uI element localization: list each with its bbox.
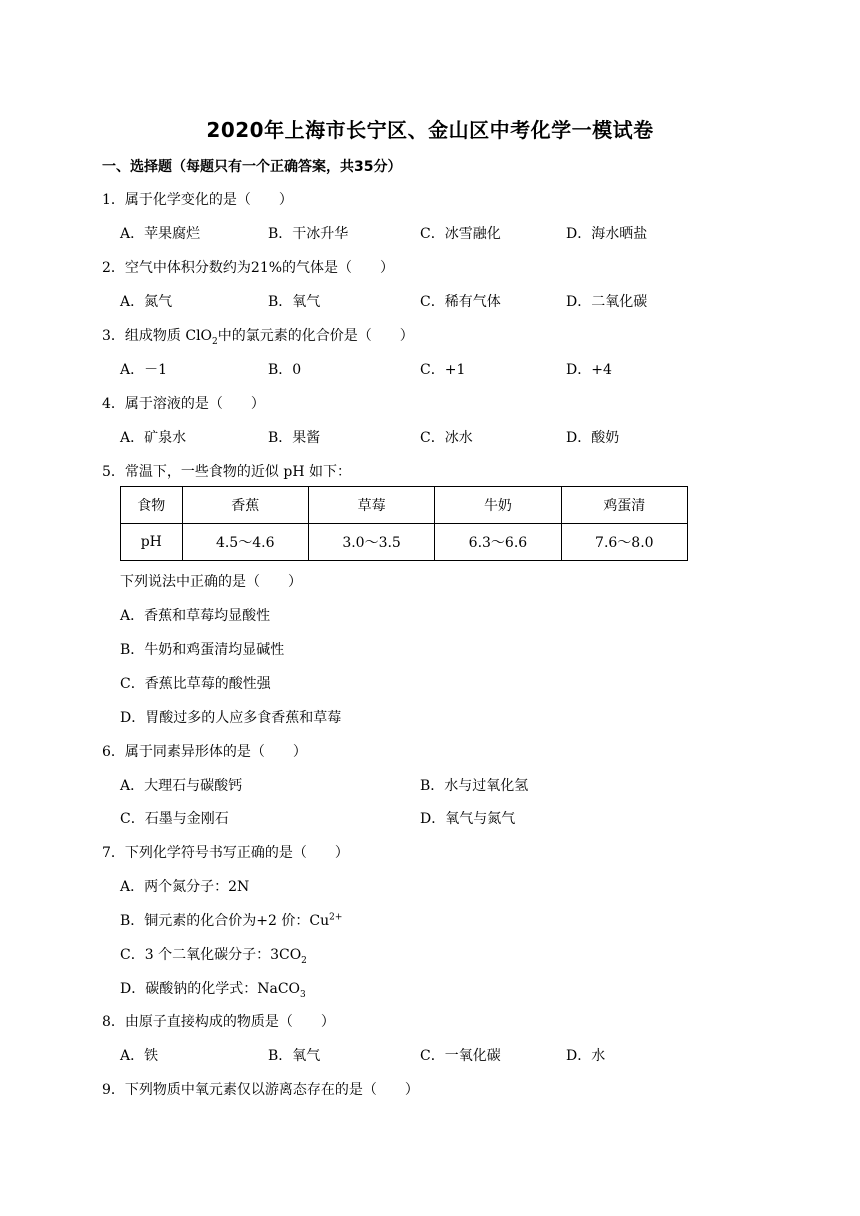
question-7-option-d-text: D．碳酸钠的化学式：NaCO xyxy=(120,981,301,997)
ph-table-cell: pH xyxy=(121,524,183,561)
question-8-option-b: B．氧气 xyxy=(268,1048,321,1064)
question-2-stem: 2．空气中体积分数约为21%的气体是（ ） xyxy=(102,260,395,276)
question-4-option-a: A．矿泉水 xyxy=(120,430,187,446)
question-3-option-b: B．0 xyxy=(268,362,302,378)
question-5-option-c: C．香蕉比草莓的酸性强 xyxy=(120,676,271,692)
ph-table-cell: 7.6～8.0 xyxy=(561,524,687,561)
question-3-option-a: A．－1 xyxy=(120,362,168,378)
question-7-option-c-subscript: 2 xyxy=(301,955,307,966)
question-9-stem: 9．下列物质中氧元素仅以游离态存在的是（ ） xyxy=(102,1082,419,1098)
question-1-option-d: D．海水晒盐 xyxy=(566,226,648,242)
question-1-option-a: A．苹果腐烂 xyxy=(120,226,201,242)
question-3-stem-suffix: 中的氯元素的化合价是（ ） xyxy=(217,328,414,344)
question-8-option-a: A．铁 xyxy=(120,1048,159,1064)
ph-table-header-cell: 草莓 xyxy=(308,487,434,524)
ph-table-cell: 6.3～6.6 xyxy=(435,524,561,561)
question-1-option-b: B．干冰升华 xyxy=(268,226,349,242)
question-2-option-a: A．氮气 xyxy=(120,294,173,310)
question-5-option-d: D．胃酸过多的人应多食香蕉和草莓 xyxy=(120,710,342,726)
question-3-option-d: D．+4 xyxy=(566,362,612,378)
question-3-stem-subscript: 2 xyxy=(212,336,218,347)
question-6-option-d: D．氧气与氮气 xyxy=(420,811,516,827)
question-8-stem: 8．由原子直接构成的物质是（ ） xyxy=(102,1014,335,1030)
ph-table-value-row xyxy=(121,524,688,561)
question-1-option-c: C．冰雪融化 xyxy=(420,226,501,242)
question-7-option-b-text: B．铜元素的化合价为+2 价：Cu xyxy=(120,913,330,929)
question-5-option-a: A．香蕉和草莓均显酸性 xyxy=(120,608,271,624)
question-3-stem xyxy=(102,325,414,347)
question-6-option-b: B．水与过氧化氢 xyxy=(420,778,529,794)
question-2-option-b: B．氧气 xyxy=(268,294,321,310)
question-7-option-b xyxy=(120,910,342,930)
ph-table-cell: 4.5～4.6 xyxy=(182,524,308,561)
question-4-option-d: D．酸奶 xyxy=(566,430,620,446)
ph-table-header-cell: 食物 xyxy=(121,487,183,524)
ph-table-header-row xyxy=(121,487,688,524)
question-5-option-b: B．牛奶和鸡蛋清均显碱性 xyxy=(120,642,285,658)
question-7-option-b-superscript: 2+ xyxy=(329,912,343,923)
question-2-option-c: C．稀有气体 xyxy=(420,294,501,310)
ph-table-header-cell: 鸡蛋清 xyxy=(561,487,687,524)
question-5-stem: 5．常温下，一些食物的近似 pH 如下： xyxy=(102,464,351,480)
question-8-option-c: C．一氧化碳 xyxy=(420,1048,501,1064)
question-3-option-c: C．+1 xyxy=(420,362,466,378)
question-4-option-b: B．果酱 xyxy=(268,430,321,446)
ph-table-cell: 3.0～3.5 xyxy=(308,524,434,561)
question-8-option-d: D．水 xyxy=(566,1048,606,1064)
section-heading: 一、选择题（每题只有一个正确答案，共35分） xyxy=(102,159,402,175)
question-5-sub-stem: 下列说法中正确的是（ ） xyxy=(120,574,302,590)
question-3-stem-prefix: 3．组成物质 ClO xyxy=(102,328,213,344)
question-6-option-a: A．大理石与碳酸钙 xyxy=(120,778,243,794)
question-7-stem: 7．下列化学符号书写正确的是（ ） xyxy=(102,845,349,861)
page-title: 2020年上海市长宁区、金山区中考化学一模试卷 xyxy=(206,118,654,142)
question-4-option-c: C．冰水 xyxy=(420,430,473,446)
question-2-option-d: D．二氧化碳 xyxy=(566,294,648,310)
question-7-option-c xyxy=(120,944,307,966)
question-7-option-d xyxy=(120,978,306,1000)
ph-table-header-cell: 香蕉 xyxy=(182,487,308,524)
question-7-option-d-subscript: 3 xyxy=(300,989,306,1000)
ph-table xyxy=(120,486,688,561)
question-7-option-c-text: C．3 个二氧化碳分子：3CO xyxy=(120,947,302,963)
ph-table-header-cell: 牛奶 xyxy=(435,487,561,524)
question-6-option-c: C．石墨与金刚石 xyxy=(120,811,229,827)
question-1-stem: 1．属于化学变化的是（ ） xyxy=(102,192,293,208)
question-4-stem: 4．属于溶液的是（ ） xyxy=(102,396,265,412)
question-7-option-a: A．两个氮分子：2N xyxy=(120,879,250,895)
question-6-stem: 6．属于同素异形体的是（ ） xyxy=(102,744,307,760)
